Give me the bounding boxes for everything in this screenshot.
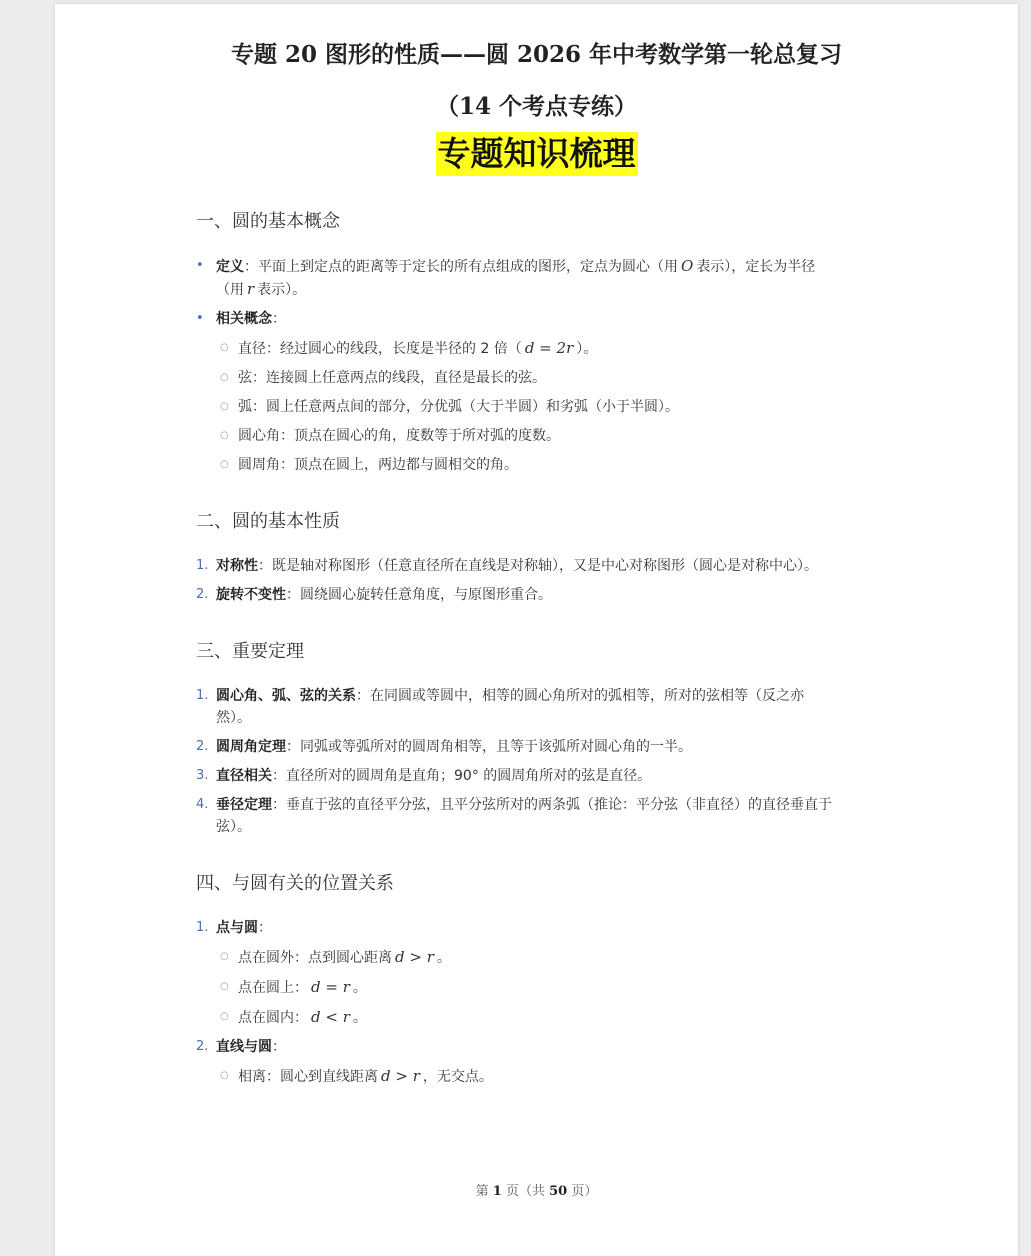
text-segment: 。	[352, 1010, 367, 1026]
text-segment: ：既是轴对称图形（任意直径所在直线是对称轴），又是中心对称图形（圆心是对称中心）。	[258, 558, 818, 574]
item-label: 对称性	[216, 558, 258, 574]
item-label: 相关概念	[216, 311, 272, 327]
bullet-icon: •	[196, 258, 204, 273]
item-label: 圆周角定理	[216, 739, 286, 755]
item-list	[196, 917, 836, 1088]
list-number: 1.	[196, 920, 209, 935]
text-segment: ：同弧或等弧所对的圆周角相等，且等于该弧所对圆心角的一半。	[286, 739, 692, 755]
math-expression: d = 2r	[524, 339, 574, 357]
hollow-bullet-icon: ○	[220, 372, 229, 383]
section	[196, 208, 836, 476]
section	[196, 638, 836, 838]
text-segment: 弦：连接圆上任意两点的线段，直径是最长的弦。	[238, 370, 546, 386]
item-label: 垂径定理	[216, 797, 272, 813]
math-expression: d = r	[311, 978, 350, 996]
sub-list-item	[196, 1006, 836, 1029]
text-segment: 圆心角：顶点在圆心的角，度数等于所对弧的度数。	[238, 428, 560, 444]
math-expression: O	[681, 257, 694, 275]
list-number: 3.	[196, 768, 209, 783]
total-pages: 50	[549, 1184, 568, 1199]
item-list	[196, 255, 836, 476]
text-segment: ，无交点。	[422, 1069, 493, 1085]
sub-list-item	[196, 976, 836, 999]
hollow-bullet-icon: ○	[220, 430, 229, 441]
list-item	[196, 308, 836, 330]
list-item	[196, 1036, 836, 1058]
section-heading: 二、圆的基本性质	[196, 511, 340, 532]
list-number: 1.	[196, 688, 209, 703]
text-segment: 弧：圆上任意两点间的部分，分优弧（大于半圆）和劣弧（小于半圆）。	[238, 399, 679, 415]
math-expression: r	[247, 280, 255, 298]
current-page: 1	[492, 1184, 502, 1199]
list-item	[196, 255, 836, 301]
hollow-bullet-icon: ○	[220, 981, 229, 992]
list-item	[196, 765, 836, 787]
sub-list-item	[196, 1065, 836, 1088]
math-expression: d < r	[311, 1008, 350, 1026]
math-expression: d > r	[381, 1067, 420, 1085]
list-number: 2.	[196, 1039, 209, 1054]
sub-list-item	[196, 337, 836, 360]
text-segment: ：	[272, 311, 286, 327]
text-segment: ：在同圆或等圆中，相等的圆心角所对的弧相等，所对的弦相等（反之亦然）。	[216, 688, 804, 726]
text-segment: 表示）。	[257, 282, 307, 298]
text-segment: 点在圆外：点到圆心距离	[238, 950, 392, 966]
text-segment: ：平面上到定点的距离等于定长的所有点组成的图形，定点为圆心（用	[244, 259, 678, 275]
list-item	[196, 736, 836, 758]
hollow-bullet-icon: ○	[220, 459, 229, 470]
list-item	[196, 794, 836, 838]
hollow-bullet-icon: ○	[220, 1070, 229, 1081]
item-label: 旋转不变性	[216, 587, 286, 603]
text-segment: 圆周角：顶点在圆上，两边都与圆相交的角。	[238, 457, 518, 473]
text-segment: ：圆绕圆心旋转任意角度，与原图形重合。	[286, 587, 552, 603]
bullet-icon: •	[196, 311, 204, 326]
list-item	[196, 584, 836, 606]
text-segment: ：垂直于弦的直径平分弦，且平分弦所对的两条弧（推论：平分弦（非直径）的直径垂直于弦）。	[216, 797, 832, 835]
sub-list-item	[196, 425, 836, 447]
section	[196, 508, 836, 606]
item-label: 定义	[216, 259, 244, 275]
list-number: 2.	[196, 587, 209, 602]
list-item	[196, 917, 836, 939]
sub-list-item	[196, 396, 836, 418]
text-segment: 相离：圆心到直线距离	[238, 1069, 378, 1085]
text-segment: 直径：经过圆心的线段，长度是半径的 2 倍（	[238, 341, 522, 357]
text-segment: 。	[436, 950, 451, 966]
hollow-bullet-icon: ○	[220, 401, 229, 412]
item-label: 直线与圆	[216, 1039, 272, 1055]
highlight-heading: 专题知识梳理	[55, 132, 1018, 176]
document-page	[55, 4, 1018, 1256]
document-subtitle: （14 个考点专练）	[435, 93, 637, 120]
text-segment: 。	[352, 980, 367, 996]
sub-list-item	[196, 367, 836, 389]
section-heading: 一、圆的基本概念	[196, 211, 340, 232]
item-list	[196, 685, 836, 838]
text-segment: ）。	[576, 341, 598, 357]
item-label: 直径相关	[216, 768, 272, 784]
sub-list-item	[196, 454, 836, 476]
hollow-bullet-icon: ○	[220, 951, 229, 962]
text-segment: 点在圆上：	[238, 980, 308, 996]
text-segment: ：	[272, 1039, 286, 1055]
text-segment: 点在圆内：	[238, 1010, 308, 1026]
item-list	[196, 555, 836, 606]
hollow-bullet-icon: ○	[220, 342, 229, 353]
page-footer: 第 1 页（共 50 页）	[475, 1184, 598, 1199]
document-content	[196, 208, 836, 1120]
hollow-bullet-icon: ○	[220, 1011, 229, 1022]
document-title: 专题 20 图形的性质——圆 2026 年中考数学第一轮总复习	[230, 41, 843, 68]
text-segment: ：	[258, 920, 272, 936]
section	[196, 870, 836, 1088]
list-item	[196, 555, 836, 577]
item-label: 点与圆	[216, 920, 258, 936]
text-segment: ：直径所对的圆周角是直角；90° 的圆周角所对的弦是直径。	[272, 768, 652, 784]
sub-list-item	[196, 946, 836, 969]
text-segment: 表示），定长为半径（用	[216, 259, 816, 298]
section-heading: 四、与圆有关的位置关系	[196, 873, 394, 894]
list-number: 4.	[196, 797, 209, 812]
section-heading: 三、重要定理	[196, 641, 304, 662]
item-label: 圆心角、弧、弦的关系	[216, 688, 356, 704]
math-expression: d > r	[395, 948, 434, 966]
list-number: 2.	[196, 739, 209, 754]
list-number: 1.	[196, 558, 209, 573]
list-item	[196, 685, 836, 729]
